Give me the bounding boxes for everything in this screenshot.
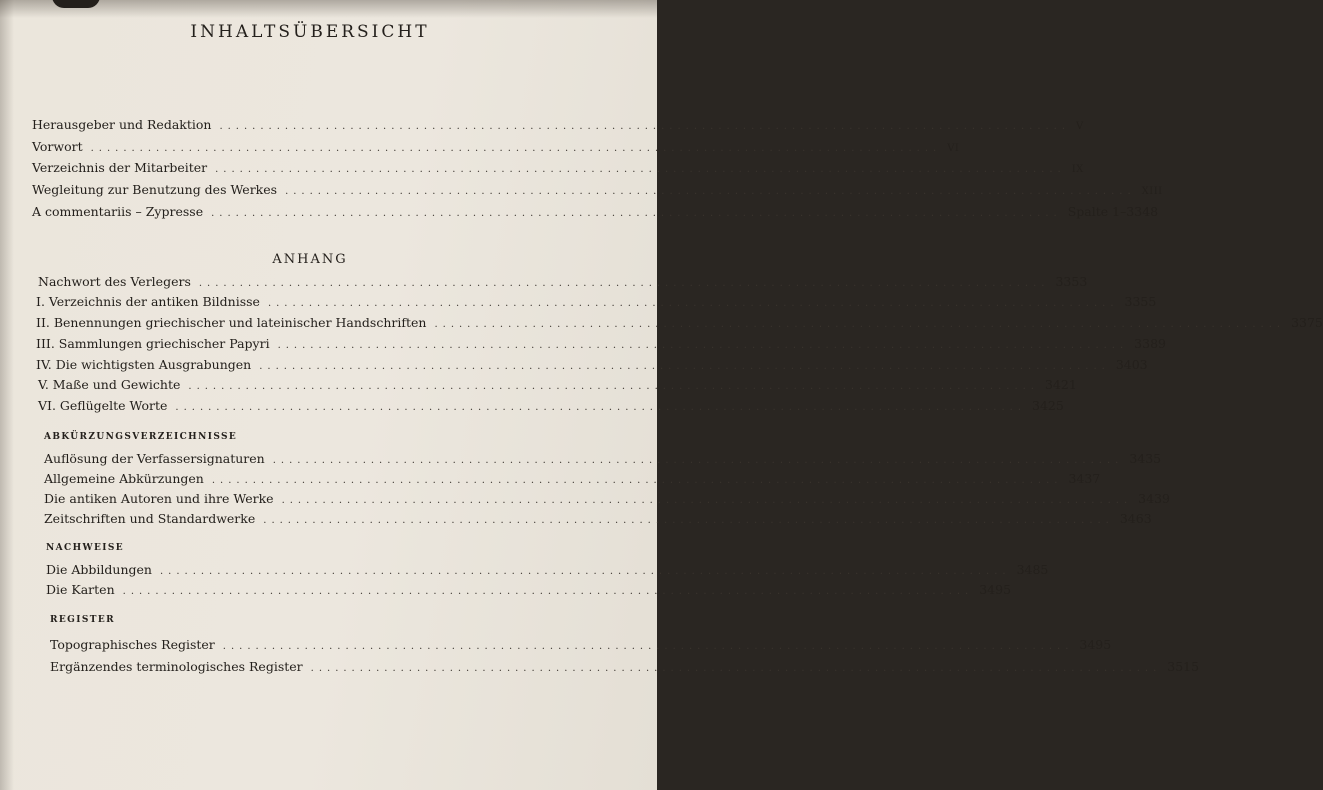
toc-entry	[32, 139, 960, 159]
toc-entry-label: Nachwort des Verlegers	[38, 274, 191, 289]
toc-entry	[44, 491, 1170, 511]
toc-entry-page: VI	[947, 143, 960, 154]
binding-shadow	[52, 0, 100, 8]
leader-dots: ........................................................................................................	[277, 340, 1129, 351]
page-left-shadow	[0, 0, 14, 790]
page-title: INHALTSÜBERSICHT	[190, 22, 430, 42]
toc-entry	[36, 294, 1157, 314]
toc-entry-page: 3495	[979, 582, 1012, 597]
toc-entry	[38, 274, 1088, 294]
leader-dots: ........................................................................................................	[215, 164, 1066, 175]
toc-entry-label: Herausgeber und Redaktion	[32, 117, 212, 132]
toc-entry-label: Die Karten	[46, 582, 115, 597]
leader-dots: ........................................................................................................	[90, 143, 942, 154]
leader-dots: ........................................................................................................	[263, 515, 1114, 526]
toc-entry	[46, 562, 1049, 582]
leader-dots: ........................................................................................................	[219, 121, 1071, 132]
toc-entry-label: A commentariis – Zypresse	[32, 204, 204, 219]
toc-entry-page: 3389	[1134, 336, 1166, 351]
toc-entry	[44, 471, 1101, 491]
leader-dots: ........................................................................................................	[259, 361, 1110, 372]
leader-dots: ........................................................................................................	[222, 641, 1074, 652]
toc-entry-page: 3485	[1016, 562, 1049, 577]
toc-entry	[44, 511, 1152, 531]
toc-entry	[36, 336, 1166, 356]
leader-dots: ........................................................................................................	[434, 319, 1286, 330]
toc-entry	[32, 204, 1159, 224]
toc-entry	[46, 582, 1012, 602]
toc-entry-label: III. Sammlungen griechischer Papyri	[36, 336, 270, 351]
section-heading-nachweise: NACHWEISE	[46, 543, 125, 553]
leader-dots: ........................................................................................................	[272, 455, 1124, 466]
toc-entry-page: 3375	[1291, 315, 1323, 330]
toc-entry-label: II. Benennungen griechischer und lateinischer Handschriften	[36, 315, 427, 330]
toc-entry-page: 3353	[1055, 274, 1088, 289]
toc-entry-label: V. Maße und Gewichte	[38, 377, 181, 392]
section-heading-abkuerzungen: ABKÜRZUNGSVERZEICHNISSE	[44, 432, 238, 442]
toc-entry-page: 3437	[1068, 471, 1101, 486]
toc-entry-label: Wegleitung zur Benutzung des Werkes	[32, 182, 278, 197]
toc-entry-label: Topographisches Register	[50, 637, 215, 652]
toc-entry	[38, 377, 1077, 397]
toc-entry-label: Zeitschriften und Standardwerke	[44, 511, 256, 526]
toc-entry-page: IX	[1071, 164, 1084, 175]
section-heading-register: REGISTER	[50, 615, 115, 625]
toc-entry-page: 3425	[1032, 398, 1064, 413]
leader-dots: ........................................................................................................	[267, 298, 1119, 309]
toc-entry	[44, 451, 1162, 471]
leader-dots: ........................................................................................................	[211, 208, 1062, 219]
leader-dots: ........................................................................................................	[159, 566, 1011, 577]
section-heading-anhang: ANHANG	[272, 252, 348, 267]
leader-dots: ........................................................................................................	[175, 402, 1026, 413]
leader-dots: ........................................................................................................	[285, 186, 1136, 197]
toc-entry-label: Verzeichnis der Mitarbeiter	[32, 160, 208, 175]
leader-dots: ........................................................................................................	[188, 381, 1039, 392]
leader-dots: ........................................................................................................	[281, 495, 1133, 506]
toc-entry-label: Allgemeine Abkürzungen	[44, 471, 204, 486]
toc-entry-label: Auflösung der Verfassersignaturen	[44, 451, 265, 466]
toc-entry-page: 3403	[1115, 357, 1148, 372]
leader-dots: ........................................................................................................	[198, 278, 1050, 289]
toc-entry-label: I. Verzeichnis der antiken Bildnisse	[36, 294, 260, 309]
toc-entry	[36, 357, 1148, 377]
toc-entry	[32, 117, 1084, 137]
toc-entry	[50, 659, 1200, 679]
toc-entry-label: Ergänzendes terminologisches Register	[50, 659, 303, 674]
toc-entry-page: V	[1076, 121, 1084, 132]
toc-entry-page: 3421	[1044, 377, 1077, 392]
toc-entry-page: 3439	[1138, 491, 1170, 506]
toc-entry	[32, 160, 1084, 180]
leader-dots: ........................................................................................................	[211, 475, 1063, 486]
leader-dots: ........................................................................................................	[310, 663, 1162, 674]
toc-entry-page: 3495	[1079, 637, 1112, 652]
toc-entry-page: 3355	[1124, 294, 1157, 309]
toc-entry-label: Die Abbildungen	[46, 562, 152, 577]
toc-entry-page: Spalte 1–3348	[1067, 204, 1159, 219]
toc-entry	[32, 182, 1163, 202]
toc-entry-page: XIII	[1141, 186, 1163, 197]
toc-entry-page: 3435	[1129, 451, 1162, 466]
toc-entry	[36, 315, 1323, 335]
toc-entry	[50, 637, 1112, 657]
toc-entry	[38, 398, 1064, 418]
page-top-shadow	[0, 0, 657, 18]
toc-entry-label: VI. Geflügelte Worte	[38, 398, 168, 413]
toc-entry-page: 3515	[1167, 659, 1200, 674]
toc-entry-label: Die antiken Autoren und ihre Werke	[44, 491, 274, 506]
toc-entry-label: IV. Die wichtigsten Ausgrabungen	[36, 357, 252, 372]
leader-dots: ........................................................................................................	[122, 586, 974, 597]
toc-entry-label: Vorwort	[32, 139, 83, 154]
toc-entry-page: 3463	[1119, 511, 1152, 526]
